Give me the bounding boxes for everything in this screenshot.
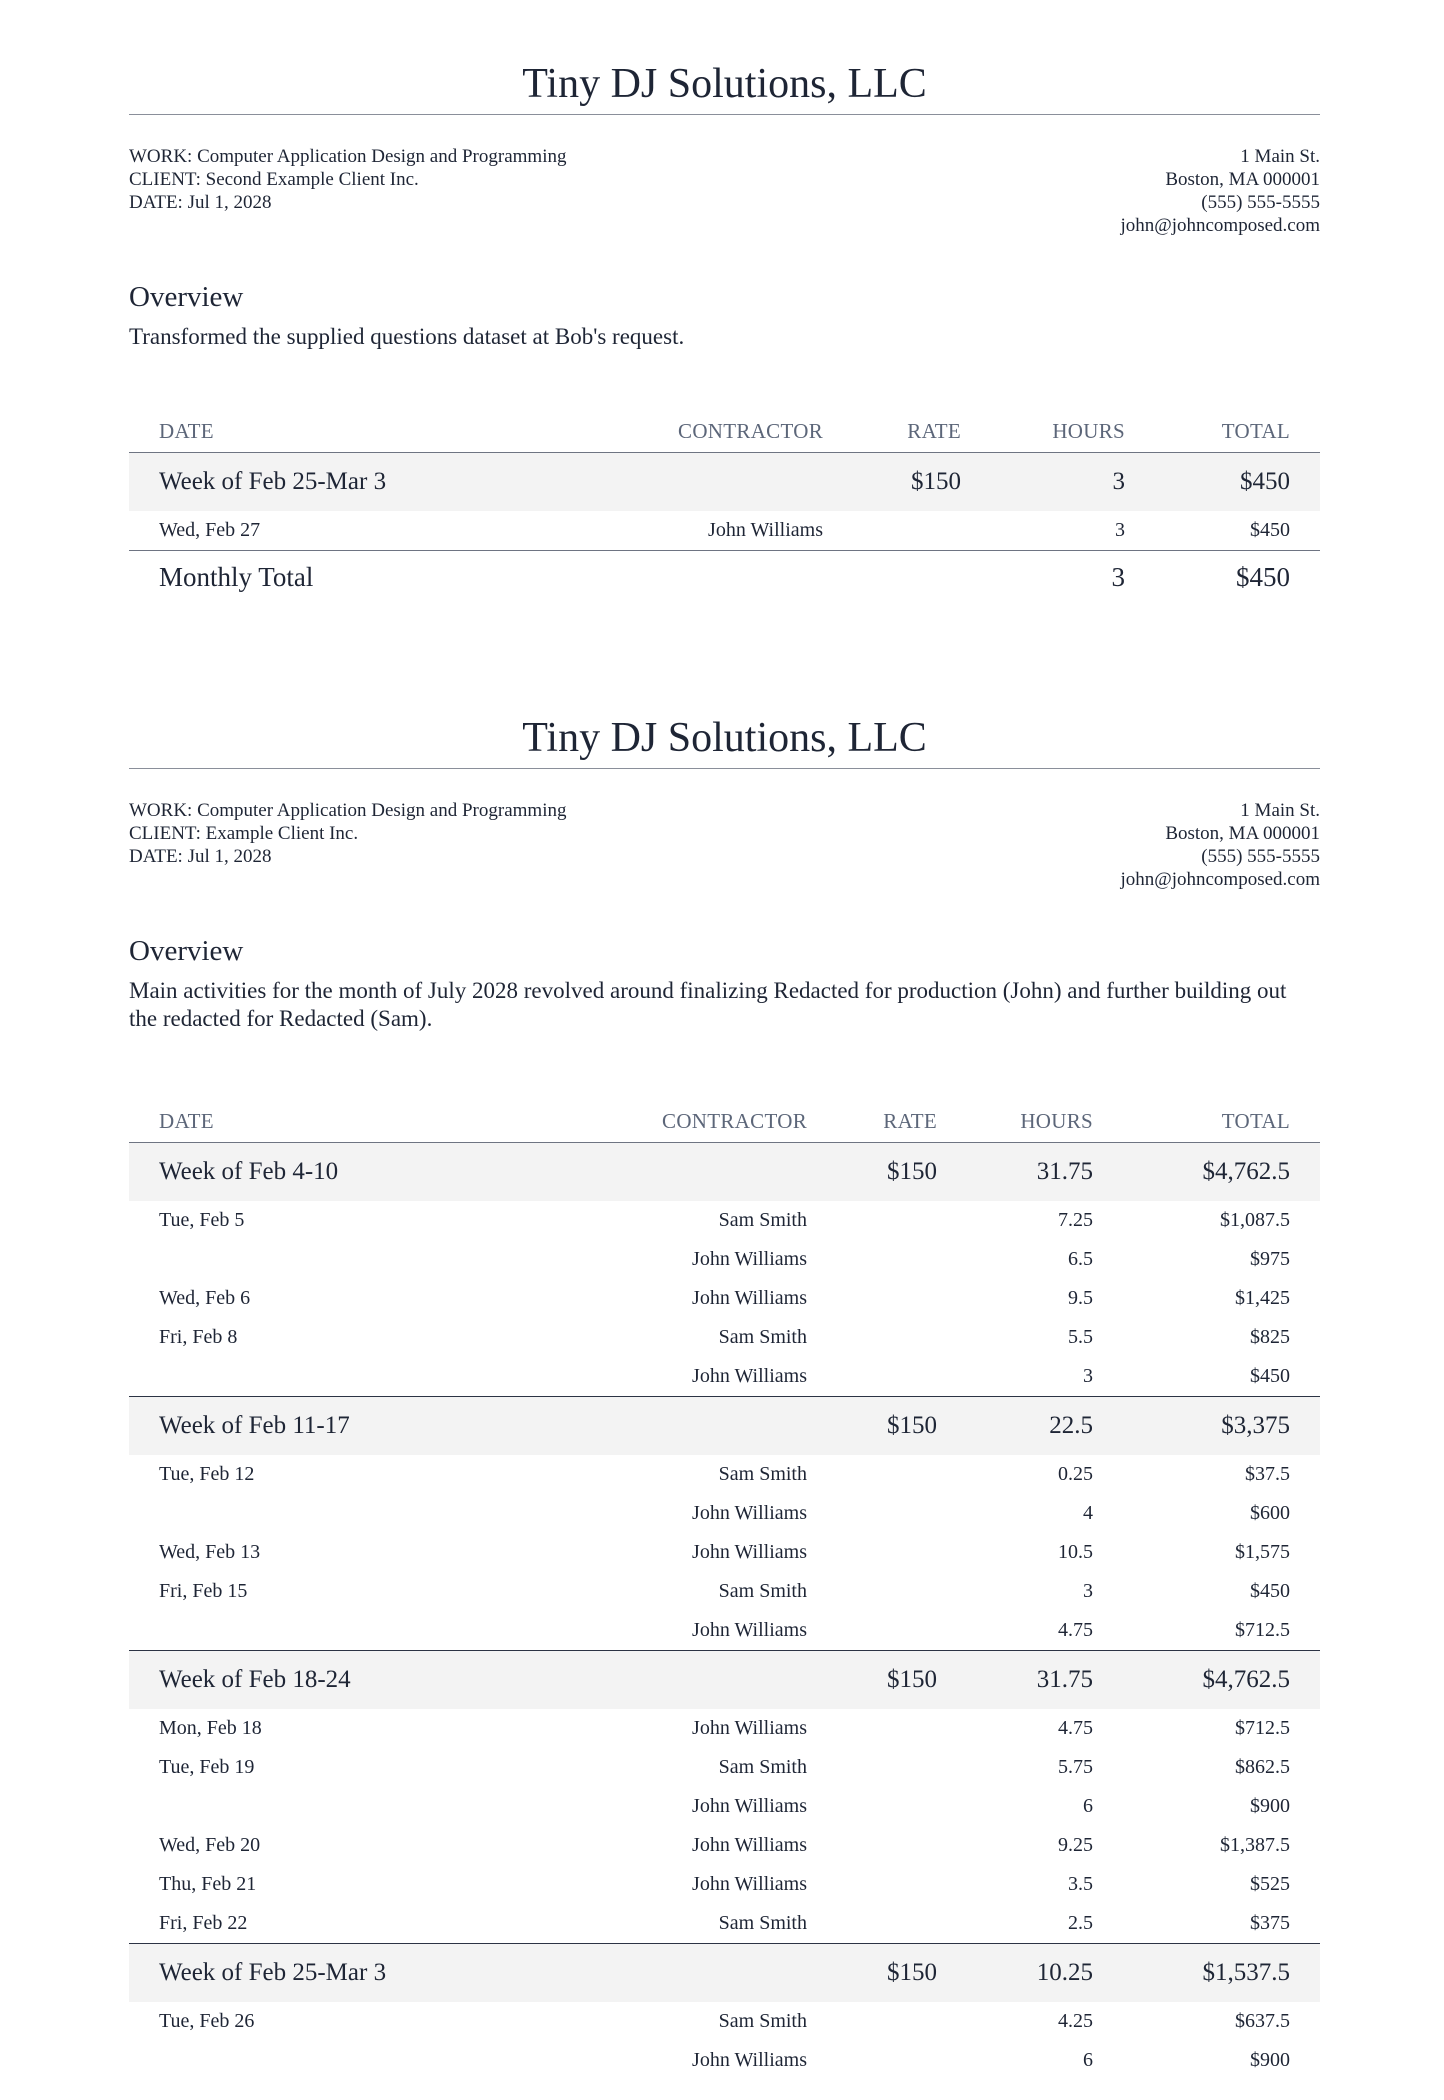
table-row (129, 1279, 1320, 1318)
monthly-total-amount: $450 (1155, 551, 1320, 604)
row-date: Tue, Feb 5 (159, 1209, 245, 1231)
row-rate (837, 1201, 967, 1240)
week-summary-row (129, 1944, 1320, 2003)
row-hours: 5.75 (1058, 1756, 1093, 1778)
overview-text: Transformed the supplied questions dataset at Bob's request. (129, 324, 685, 349)
address-city: Boston, MA 000001 (1165, 823, 1320, 844)
row-rate (837, 1240, 967, 1279)
client-line: CLIENT: Example Client Inc. (129, 823, 359, 844)
table-header-row (129, 419, 1320, 453)
row-hours: 0.25 (1058, 1463, 1093, 1485)
row-total: $712.5 (1235, 1717, 1290, 1739)
row-date: Thu, Feb 21 (159, 1873, 257, 1895)
week-hours: 10.25 (967, 1944, 1123, 2003)
title-divider (129, 114, 1320, 115)
row-date: Fri, Feb 22 (159, 1912, 248, 1934)
work-line: WORK: Computer Application Design and Programming (129, 800, 567, 821)
row-total: $1,575 (1235, 1541, 1290, 1563)
row-hours: 3 (1083, 1365, 1093, 1387)
row-contractor: John Williams (692, 1873, 807, 1895)
week-contractor (631, 1397, 837, 1456)
row-contractor: John Williams (692, 1541, 807, 1563)
row-total: $1,387.5 (1220, 1834, 1290, 1856)
week-label: Week of Feb 18-24 (129, 1651, 631, 1710)
table-row (129, 1201, 1320, 1240)
row-rate (837, 2002, 967, 2041)
week-contractor (631, 1651, 837, 1710)
date-line: DATE: Jul 1, 2028 (129, 846, 272, 867)
week-label: Week of Feb 25-Mar 3 (129, 453, 631, 512)
week-contractor (631, 1143, 837, 1202)
date-line: DATE: Jul 1, 2028 (129, 192, 272, 213)
row-rate (837, 1494, 967, 1533)
invoice-header (129, 799, 1320, 891)
address-city: Boston, MA 000001 (1165, 169, 1320, 190)
monthly-total-contractor (631, 551, 853, 604)
row-hours: 3 (1083, 1580, 1093, 1602)
week-hours: 31.75 (967, 1651, 1123, 1710)
column-header-date: DATE (129, 1109, 631, 1143)
column-header-contractor: CONTRACTOR (631, 1109, 837, 1143)
row-total: $1,087.5 (1220, 1209, 1290, 1231)
row-hours: 9.25 (1058, 1834, 1093, 1856)
overview-text: Main activities for the month of July 2028 revolved around finalizing Redacted for production (John) and further building out the redacted for Redacted (Sam). (129, 978, 1287, 1031)
week-total: $4,762.5 (1123, 1651, 1320, 1710)
week-label: Week of Feb 25-Mar 3 (129, 1944, 631, 2003)
week-rate: $150 (837, 1944, 967, 2003)
week-summary-row (129, 1397, 1320, 1456)
table-row (129, 511, 1320, 551)
row-contractor: Sam Smith (718, 2010, 807, 2032)
timesheet-table (129, 1109, 1320, 2080)
row-total: $637.5 (1235, 2010, 1290, 2032)
client-line: CLIENT: Second Example Client Inc. (129, 169, 419, 190)
row-rate (837, 1748, 967, 1787)
table-row (129, 1455, 1320, 1494)
address-street: 1 Main St. (1240, 146, 1320, 167)
address-phone: (555) 555-5555 (1201, 192, 1320, 213)
row-contractor: John Williams (692, 1717, 807, 1739)
table-row (129, 1748, 1320, 1787)
row-contractor: Sam Smith (718, 1463, 807, 1485)
table-row (129, 1572, 1320, 1611)
row-rate (837, 1611, 967, 1651)
row-rate (837, 1455, 967, 1494)
table-row (129, 1709, 1320, 1748)
week-contractor (631, 453, 853, 512)
row-hours: 9.5 (1068, 1287, 1093, 1309)
table-row (129, 1865, 1320, 1904)
row-contractor: Sam Smith (718, 1756, 807, 1778)
table-row (129, 1904, 1320, 1944)
row-total: $450 (1250, 519, 1290, 541)
row-date: Wed, Feb 13 (159, 1541, 261, 1563)
table-row (129, 1494, 1320, 1533)
week-hours: 3 (991, 453, 1155, 512)
row-contractor: Sam Smith (718, 1209, 807, 1231)
column-header-hours: HOURS (967, 1109, 1123, 1143)
week-summary-row (129, 1143, 1320, 1202)
row-total: $825 (1250, 1326, 1290, 1348)
row-hours: 4.75 (1058, 1619, 1093, 1641)
timesheet-table (129, 419, 1320, 603)
row-contractor: John Williams (692, 1365, 807, 1387)
row-contractor: John Williams (692, 2049, 807, 2071)
row-rate (837, 1533, 967, 1572)
row-total: $450 (1250, 1365, 1290, 1387)
week-label: Week of Feb 4-10 (129, 1143, 631, 1202)
week-total: $450 (1155, 453, 1320, 512)
week-total: $4,762.5 (1123, 1143, 1320, 1202)
row-hours: 3 (1115, 519, 1125, 541)
address-phone: (555) 555-5555 (1201, 846, 1320, 867)
table-row (129, 1826, 1320, 1865)
table-header-row (129, 1109, 1320, 1143)
row-date (129, 1494, 631, 1533)
week-rate: $150 (853, 453, 991, 512)
monthly-total-row (129, 551, 1320, 604)
row-hours: 6 (1083, 1795, 1093, 1817)
row-total: $1,425 (1235, 1287, 1290, 1309)
row-hours: 2.5 (1068, 1912, 1093, 1934)
table-row (129, 1357, 1320, 1397)
row-total: $975 (1250, 1248, 1290, 1270)
row-rate (837, 1865, 967, 1904)
week-label: Week of Feb 11-17 (129, 1397, 631, 1456)
table-row (129, 1318, 1320, 1357)
row-total: $450 (1250, 1580, 1290, 1602)
row-date (129, 1787, 631, 1826)
overview-heading: Overview (129, 281, 244, 313)
company-address (1120, 145, 1320, 237)
row-contractor: Sam Smith (718, 1326, 807, 1348)
row-rate (837, 1279, 967, 1318)
row-contractor: John Williams (708, 519, 823, 541)
work-details (129, 145, 566, 237)
row-hours: 4.25 (1058, 2010, 1093, 2032)
invoice-1 (129, 56, 1320, 603)
row-rate (837, 1318, 967, 1357)
row-contractor: John Williams (692, 1287, 807, 1309)
row-total: $900 (1250, 1795, 1290, 1817)
row-total: $862.5 (1235, 1756, 1290, 1778)
invoice-2 (129, 710, 1320, 2080)
row-contractor: John Williams (692, 1619, 807, 1641)
row-total: $900 (1250, 2049, 1290, 2071)
table-row (129, 1533, 1320, 1572)
column-header-hours: HOURS (991, 419, 1155, 453)
table-row (129, 1787, 1320, 1826)
row-hours: 5.5 (1068, 1326, 1093, 1348)
row-contractor: John Williams (692, 1248, 807, 1270)
column-header-rate: RATE (837, 1109, 967, 1143)
column-header-total: TOTAL (1155, 419, 1320, 453)
row-rate (837, 1709, 967, 1748)
row-date (129, 1240, 631, 1279)
row-total: $525 (1250, 1873, 1290, 1895)
title-divider (129, 768, 1320, 769)
work-details (129, 799, 566, 891)
company-name: Tiny DJ Solutions, LLC (522, 715, 927, 761)
row-hours: 6.5 (1068, 1248, 1093, 1270)
row-date (129, 2041, 631, 2080)
address-email: john@johncomposed.com (1120, 215, 1320, 236)
timesheet-body (129, 1143, 1320, 2081)
week-summary-row (129, 1651, 1320, 1710)
invoice-header (129, 145, 1320, 237)
week-contractor (631, 1944, 837, 2003)
row-rate (837, 1904, 967, 1944)
row-rate (837, 1787, 967, 1826)
column-header-date: DATE (129, 419, 631, 453)
row-date: Tue, Feb 26 (159, 2010, 255, 2032)
table-row (129, 2041, 1320, 2080)
row-hours: 6 (1083, 2049, 1093, 2071)
row-rate (837, 2041, 967, 2080)
row-hours: 4 (1083, 1502, 1093, 1524)
week-total: $3,375 (1123, 1397, 1320, 1456)
week-hours: 22.5 (967, 1397, 1123, 1456)
row-total: $600 (1250, 1502, 1290, 1524)
row-date: Wed, Feb 6 (159, 1287, 251, 1309)
row-contractor: John Williams (692, 1795, 807, 1817)
row-date: Wed, Feb 27 (159, 519, 261, 541)
row-date: Mon, Feb 18 (159, 1717, 262, 1739)
row-hours: 4.75 (1058, 1717, 1093, 1739)
week-hours: 31.75 (967, 1143, 1123, 1202)
row-rate (837, 1572, 967, 1611)
column-header-rate: RATE (853, 419, 991, 453)
work-line: WORK: Computer Application Design and Programming (129, 146, 567, 167)
row-total: $37.5 (1245, 1463, 1290, 1485)
company-address (1120, 799, 1320, 891)
row-contractor: Sam Smith (718, 1580, 807, 1602)
row-contractor: John Williams (692, 1502, 807, 1524)
week-rate: $150 (837, 1397, 967, 1456)
address-street: 1 Main St. (1240, 800, 1320, 821)
row-rate (837, 1826, 967, 1865)
address-email: john@johncomposed.com (1120, 869, 1320, 890)
table-row (129, 2002, 1320, 2041)
week-rate: $150 (837, 1651, 967, 1710)
monthly-total-label: Monthly Total (129, 551, 631, 604)
row-rate (853, 511, 991, 551)
row-rate (837, 1357, 967, 1397)
column-header-contractor: CONTRACTOR (631, 419, 853, 453)
monthly-total-hours: 3 (991, 551, 1155, 604)
row-hours: 3.5 (1068, 1873, 1093, 1895)
column-header-total: TOTAL (1123, 1109, 1320, 1143)
company-name: Tiny DJ Solutions, LLC (522, 61, 927, 107)
row-date (129, 1357, 631, 1397)
row-hours: 7.25 (1058, 1209, 1093, 1231)
row-date: Tue, Feb 19 (159, 1756, 255, 1778)
row-date: Tue, Feb 12 (159, 1463, 255, 1485)
row-date: Wed, Feb 20 (159, 1834, 261, 1856)
week-summary-row (129, 453, 1320, 512)
row-date (129, 1611, 631, 1651)
table-row (129, 1611, 1320, 1651)
row-total: $375 (1250, 1912, 1290, 1934)
row-total: $712.5 (1235, 1619, 1290, 1641)
row-contractor: Sam Smith (718, 1912, 807, 1934)
row-contractor: John Williams (692, 1834, 807, 1856)
table-row (129, 1240, 1320, 1279)
row-date: Fri, Feb 15 (159, 1580, 248, 1602)
week-rate: $150 (837, 1143, 967, 1202)
week-total: $1,537.5 (1123, 1944, 1320, 2003)
overview-heading: Overview (129, 935, 244, 967)
row-date: Fri, Feb 8 (159, 1326, 238, 1348)
monthly-total-rate (853, 551, 991, 604)
row-hours: 10.5 (1058, 1541, 1093, 1563)
